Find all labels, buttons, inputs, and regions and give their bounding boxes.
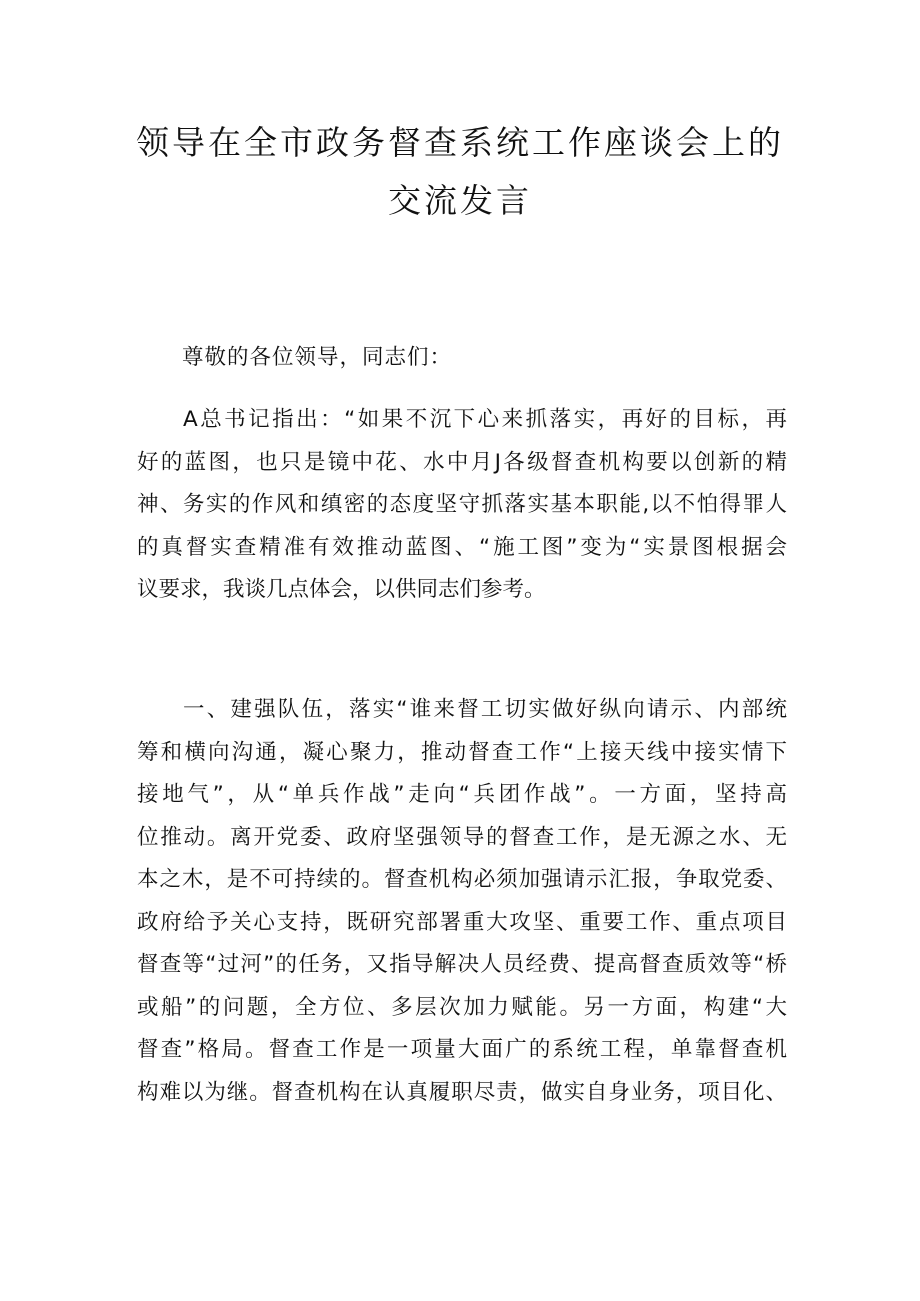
paragraph-line: 本之木，是不可持续的。督查机构必须加强请示汇报，争取党委、 [137,867,787,892]
paragraph-line: 督查等“过河”的任务，又指导解决人员经费、提高督查质效等“桥 [137,952,787,977]
paragraph-line: 神、务实的作风和缜密的态度坚守抓落实基本职能,以不怕得罪人 [137,492,787,517]
paragraph-line: 督查”格局。督查工作是一项量大面广的系统工程，单靠督查机 [137,1037,787,1062]
document-title-line-2: 交流发言 [388,181,532,220]
salutation: 尊敬的各位领导，同志们： [182,345,453,370]
paragraph-line: 或船”的问题，全方位、多层次加力赋能。另一方面，构建“大 [137,994,787,1020]
paragraph-line: 筹和横向沟通，凝心聚力，推动督查工作“上接天线中接实情下 [137,739,787,765]
document-title-line-1: 领导在全市政务督查系统工作座谈会上的 [136,123,784,162]
paragraph-line: 一、建强队伍，落实“谁来督工切实做好纵向请示、内部统 [183,697,787,722]
paragraph-line: 的真督实查精准有效推动蓝图、“施工图”变为“实景图根据会 [137,534,787,560]
paragraph-2 [137,689,787,1114]
paragraph-line: 好的蓝图，也只是镜中花、水中月J各级督查机构要以创新的精 [137,449,787,475]
paragraph-line: 接地气”，从“单兵作战”走向“兵团作战”。一方面，坚持高 [137,782,787,807]
paragraph-line: 政府给予关心支持，既研究部署重大攻坚、重要工作、重点项目 [137,909,787,935]
paragraph-line: A总书记指出：“如果不沉下心来抓落实，再好的目标，再 [183,407,787,432]
paragraph-1 [137,399,787,612]
paragraph-line: 议要求，我谈几点体会，以供同志们参考。 [137,577,546,602]
paragraph-line: 位推动。离开党委、政府坚强领导的督查工作，是无源之水、无 [137,824,787,850]
paragraph-line: 构难以为继。督查机构在认真履职尽责，做实自身业务，项目化、 [137,1079,787,1105]
